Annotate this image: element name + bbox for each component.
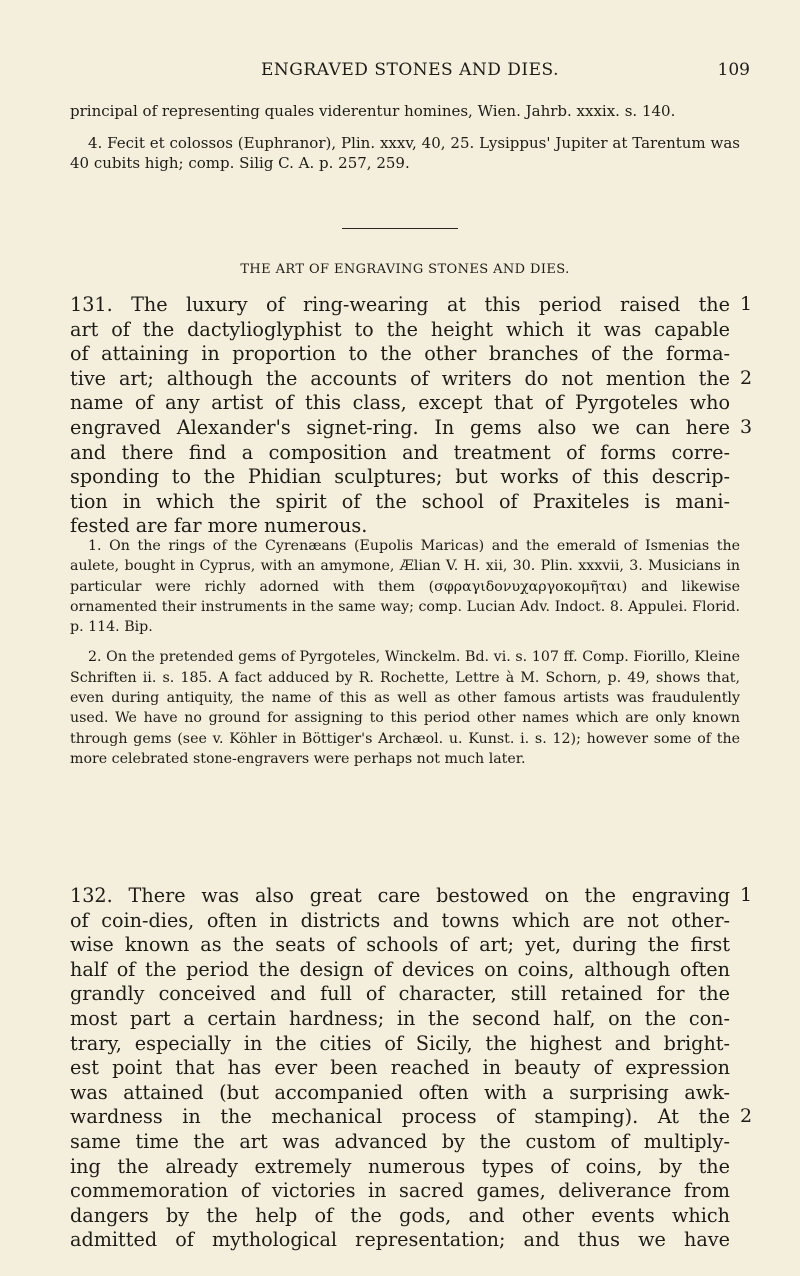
paragraph-line: admitted of mythological representation; and thus we have [70, 1228, 730, 1252]
paragraph-line: dangers by the help of the gods, and other events which [70, 1203, 730, 1227]
paragraph-131 [70, 293, 730, 539]
paragraph-line: tion in which the spirit of the school of Praxiteles is mani- [70, 489, 730, 513]
paragraph-line: 132. There was also great care bestowed on the engraving [70, 884, 730, 907]
paragraph-line: most part a certain hardness; in the second half, on the con- [70, 1006, 730, 1030]
paragraph-line: grandly conceived and full of character, still retained for the [70, 982, 730, 1006]
running-title: ENGRAVED STONES AND DIES. [261, 60, 559, 80]
margin-reference: 1 [740, 884, 753, 906]
paragraph-line: of coin-dies, often in districts and towns which are not other- [70, 908, 730, 932]
paragraph-132 [70, 884, 730, 1253]
footnotes-131 [70, 536, 740, 769]
margin-reference: 1 [740, 293, 753, 315]
paragraph-line: engraved Alexander's signet-ring. In gems also we can here [70, 415, 730, 439]
paragraph-line: was attained (but accompanied often with a surprising awk- [70, 1080, 730, 1104]
section-divider [342, 228, 458, 229]
paragraph-line: wise known as the seats of schools of art; yet, during the first [70, 933, 730, 957]
paragraph-line: commemoration of victories in sacred games, deliverance from [70, 1179, 730, 1203]
section-title: THE ART OF ENGRAVING STONES AND DIES. [240, 262, 570, 277]
paragraph-line: of attaining in proportion to the other branches of the forma- [70, 342, 730, 366]
paragraph-line: and there find a composition and treatment of forms corre- [70, 440, 730, 464]
margin-reference: 3 [740, 416, 753, 438]
footnote-continued: principal of representing quales viderentur homines, Wien. Jahrb. xxxix. s. 140. [70, 102, 676, 120]
paragraph-line: 131. The luxury of ring-wearing at this period raised the [70, 293, 730, 316]
paragraph-line: name of any artist of this class, except that of Pyrgoteles who [70, 391, 730, 415]
paragraph-line: fested are far more numerous. [70, 514, 368, 538]
page-number: 109 [717, 60, 750, 80]
paragraph-line: tive art; although the accounts of writers do not mention the [70, 366, 730, 390]
margin-reference: 2 [740, 1105, 753, 1127]
running-head [70, 60, 750, 82]
top-footnotes [70, 101, 740, 173]
margin-reference: 2 [740, 367, 753, 389]
paragraph-line: trary, especially in the cities of Sicily, the highest and bright- [70, 1031, 730, 1055]
footnote-2: 2. On the pretended gems of Pyrgoteles, Winckelm. Bd. vi. s. 107 ff. Comp. Fiorillo, Kleine Schriften ii. s. 185. A fact adduced by R. Rochette, Lettre à M. Schorn, p. 49, shows that, even during antiquity, the name of this as well as other famous artists was fraudulently used. We have no ground for assigning to this period other names which are only known through gems (see v. Köhler in Böttiger's Archæol. u. Kunst. i. s. 12); however some of the more celebrated stone-engravers were perhaps not much later. [70, 649, 740, 767]
paragraph-line: sponding to the Phidian sculptures; but works of this descrip- [70, 465, 730, 489]
paragraph-line: wardness in the mechanical process of stamping). At the [70, 1105, 730, 1129]
paragraph-line: est point that has ever been reached in beauty of expression [70, 1056, 730, 1080]
paragraph-line: half of the period the design of devices on coins, although often [70, 957, 730, 981]
paragraph-line: same time the art was advanced by the custom of multiply- [70, 1129, 730, 1153]
footnote-4: 4. Fecit et colossos (Euphranor), Plin. xxxv, 40, 25. Lysippus' Jupiter at Tarentum was 40 cubits high; comp. Silig C. A. p. 257, 259. [70, 134, 740, 172]
footnote-1: 1. On the rings of the Cyrenæans (Eupolis Maricas) and the emerald of Ismenias the aulete, bought in Cyprus, with an amymone, Ælian V. H. xii, 30. Plin. xxxvii, 3. Musicians in particular were richly adorned with them (σφραγιδονυχαργοκομῆται) and likewise ornamented their instruments in the same way; comp. Lucian Adv. Indoct. 8. Appulei. Florid. p. 114. Bip. [70, 538, 740, 636]
paragraph-line: ing the already extremely numerous types of coins, by the [70, 1154, 730, 1178]
paragraph-line: art of the dactylioglyphist to the height which it was capable [70, 317, 730, 341]
